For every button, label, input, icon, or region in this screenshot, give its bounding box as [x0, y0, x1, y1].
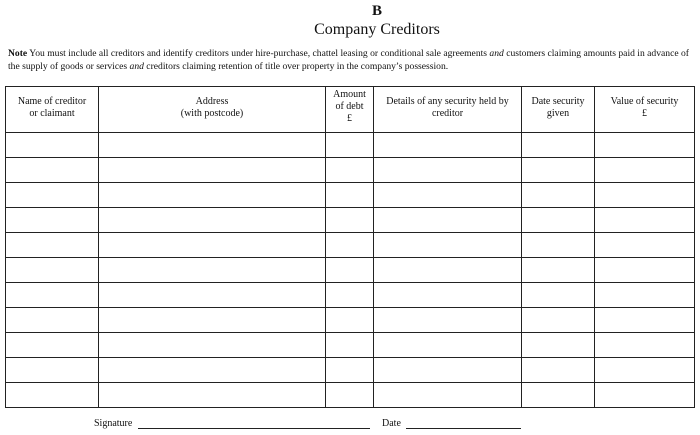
section-letter: B [371, 3, 382, 19]
creditor-name-cell[interactable] [6, 333, 99, 358]
security-details-cell[interactable] [374, 308, 522, 333]
address-cell[interactable] [99, 133, 326, 158]
header-amount-of-debt: Amount of debt £ [326, 87, 374, 133]
date-given-cell[interactable] [522, 358, 595, 383]
signature-label: Signature [94, 418, 133, 429]
note-text-2: customers claiming amounts paid in advance of the supply of goods or services [8, 48, 689, 72]
address-cell[interactable] [99, 383, 326, 408]
security-details-cell[interactable] [374, 258, 522, 283]
table-row [6, 208, 695, 233]
creditor-name-cell[interactable] [6, 383, 99, 408]
date-given-cell[interactable] [522, 308, 595, 333]
header-creditor-name: Name of creditor or claimant [6, 87, 99, 133]
security-details-cell[interactable] [374, 133, 522, 158]
table-row [6, 258, 695, 283]
signature-field[interactable] [138, 428, 370, 429]
security-value-cell[interactable] [595, 383, 695, 408]
amount-cell[interactable] [326, 258, 374, 283]
table-row [6, 158, 695, 183]
table-row [6, 283, 695, 308]
header-date-security-given: Date security given [522, 87, 595, 133]
note-label: Note [8, 48, 28, 59]
page-title: Company Creditors [314, 21, 440, 38]
table-row [6, 183, 695, 208]
security-value-cell[interactable] [595, 233, 695, 258]
creditor-name-cell[interactable] [6, 183, 99, 208]
table-row [6, 233, 695, 258]
note-emphasis-and-2: and [129, 61, 144, 72]
security-value-cell[interactable] [595, 333, 695, 358]
table-row [6, 383, 695, 408]
security-value-cell[interactable] [595, 308, 695, 333]
security-value-cell[interactable] [595, 358, 695, 383]
address-cell[interactable] [99, 183, 326, 208]
creditor-name-cell[interactable] [6, 308, 99, 333]
amount-cell[interactable] [326, 158, 374, 183]
security-details-cell[interactable] [374, 358, 522, 383]
security-details-cell[interactable] [374, 283, 522, 308]
address-cell[interactable] [99, 208, 326, 233]
security-value-cell[interactable] [595, 133, 695, 158]
amount-cell[interactable] [326, 133, 374, 158]
date-given-cell[interactable] [522, 333, 595, 358]
address-cell[interactable] [99, 358, 326, 383]
amount-cell[interactable] [326, 183, 374, 208]
amount-cell[interactable] [326, 358, 374, 383]
table-header-row [6, 87, 695, 133]
security-details-cell[interactable] [374, 233, 522, 258]
date-given-cell[interactable] [522, 183, 595, 208]
date-given-cell[interactable] [522, 208, 595, 233]
security-details-cell[interactable] [374, 383, 522, 408]
security-value-cell[interactable] [595, 208, 695, 233]
security-value-cell[interactable] [595, 158, 695, 183]
address-cell[interactable] [99, 158, 326, 183]
table-row [6, 308, 695, 333]
amount-cell[interactable] [326, 333, 374, 358]
date-given-cell[interactable] [522, 158, 595, 183]
note-emphasis-and-1: and [489, 48, 504, 59]
security-value-cell[interactable] [595, 283, 695, 308]
date-label: Date [382, 418, 401, 429]
security-details-cell[interactable] [374, 158, 522, 183]
header-security-details: Details of any security held by creditor [374, 87, 522, 133]
note-paragraph [8, 47, 698, 73]
amount-cell[interactable] [326, 308, 374, 333]
note-text-3: creditors claiming retention of title over property in the company’s possession. [143, 61, 449, 72]
table-row [6, 133, 695, 158]
header-value-of-security: Value of security £ [595, 87, 695, 133]
address-cell[interactable] [99, 308, 326, 333]
security-details-cell[interactable] [374, 208, 522, 233]
date-given-cell[interactable] [522, 383, 595, 408]
address-cell[interactable] [99, 333, 326, 358]
amount-cell[interactable] [326, 208, 374, 233]
security-value-cell[interactable] [595, 183, 695, 208]
creditor-rows [6, 133, 695, 408]
security-details-cell[interactable] [374, 333, 522, 358]
creditor-name-cell[interactable] [6, 208, 99, 233]
creditor-name-cell[interactable] [6, 233, 99, 258]
date-given-cell[interactable] [522, 133, 595, 158]
creditor-name-cell[interactable] [6, 358, 99, 383]
address-cell[interactable] [99, 283, 326, 308]
creditor-name-cell[interactable] [6, 258, 99, 283]
note-text-1: You must include all creditors and identify creditors under hire-purchase, chattel leasing or conditional sale agreements [27, 48, 490, 59]
header-address: Address (with postcode) [99, 87, 326, 133]
table-row [6, 333, 695, 358]
date-given-cell[interactable] [522, 233, 595, 258]
creditor-name-cell[interactable] [6, 158, 99, 183]
amount-cell[interactable] [326, 383, 374, 408]
date-given-cell[interactable] [522, 283, 595, 308]
address-cell[interactable] [99, 258, 326, 283]
amount-cell[interactable] [326, 283, 374, 308]
table-row [6, 358, 695, 383]
date-field[interactable] [406, 428, 521, 429]
security-details-cell[interactable] [374, 183, 522, 208]
security-value-cell[interactable] [595, 258, 695, 283]
creditor-name-cell[interactable] [6, 133, 99, 158]
date-given-cell[interactable] [522, 258, 595, 283]
creditors-table [5, 86, 695, 408]
amount-cell[interactable] [326, 233, 374, 258]
address-cell[interactable] [99, 233, 326, 258]
creditor-name-cell[interactable] [6, 283, 99, 308]
